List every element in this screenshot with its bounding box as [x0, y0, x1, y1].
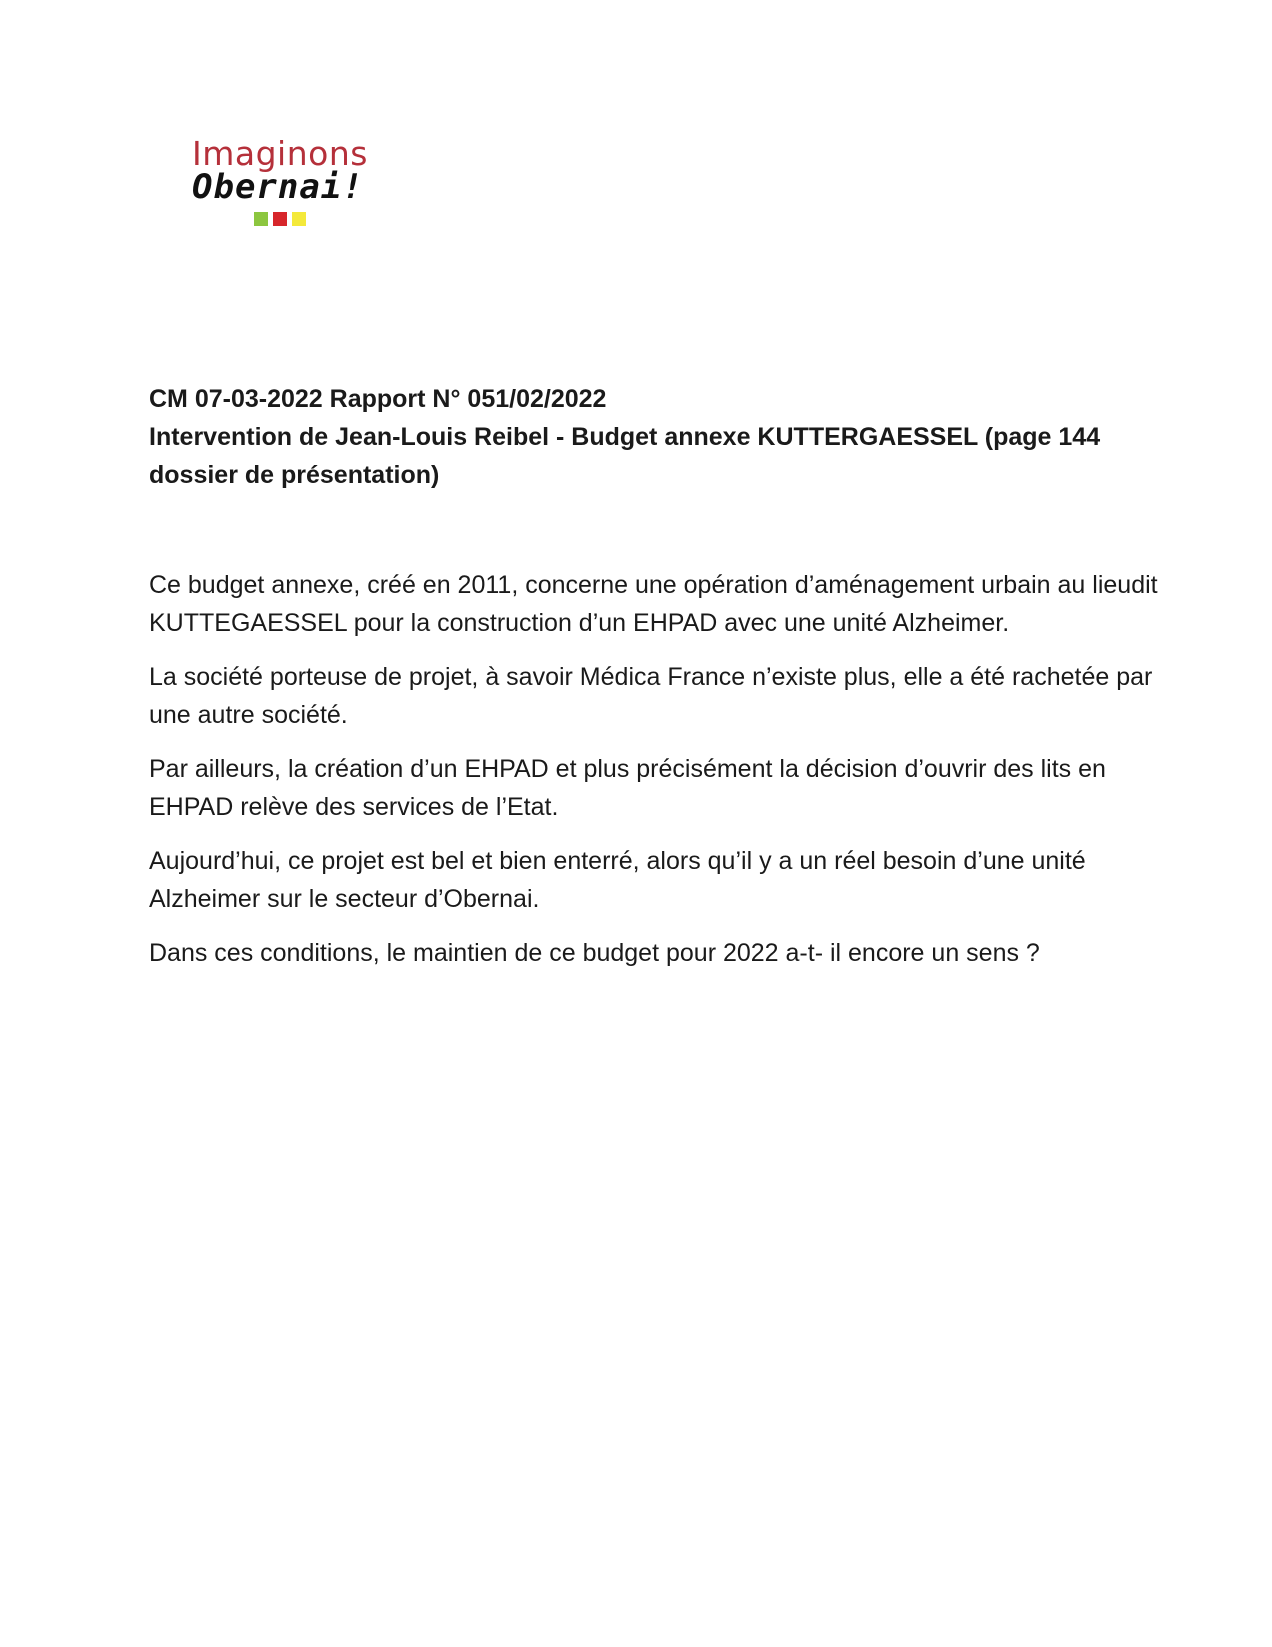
logo-square-yellow [292, 212, 306, 226]
logo-text-imaginons: Imaginons [192, 134, 368, 173]
paragraph: Dans ces conditions, le maintien de ce budget pour 2022 a-t- il encore un sens ? [149, 939, 1040, 967]
document-body [149, 566, 1169, 988]
logo [192, 136, 382, 231]
logo-squares [254, 212, 306, 226]
paragraph: La société porteuse de projet, à savoir Médica France n’existe plus, elle a été rachetée par une autre société. [149, 663, 1153, 729]
logo-square-green [254, 212, 268, 226]
document-header [149, 380, 1149, 494]
report-reference: CM 07-03-2022 Rapport N° 051/02/2022 [149, 385, 607, 413]
logo-square-red [273, 212, 287, 226]
paragraph: Ce budget annexe, créé en 2011, concerne une opération d’aménagement urbain au lieudit KUTTEGAESSEL pour la construction d’un EHPAD avec une unité Alzheimer. [149, 571, 1158, 637]
intervention-title: Intervention de Jean-Louis Reibel - Budget annexe KUTTERGAESSEL (page 144 dossier de présentation) [149, 423, 1101, 489]
paragraph: Aujourd’hui, ce projet est bel et bien enterré, alors qu’il y a un réel besoin d’une unité Alzheimer sur le secteur d’Obernai. [149, 847, 1086, 913]
paragraph: Par ailleurs, la création d’un EHPAD et plus précisément la décision d’ouvrir des lits en EHPAD relève des services de l’Etat. [149, 755, 1106, 821]
logo-text-obernai: Obernai! [192, 167, 364, 207]
